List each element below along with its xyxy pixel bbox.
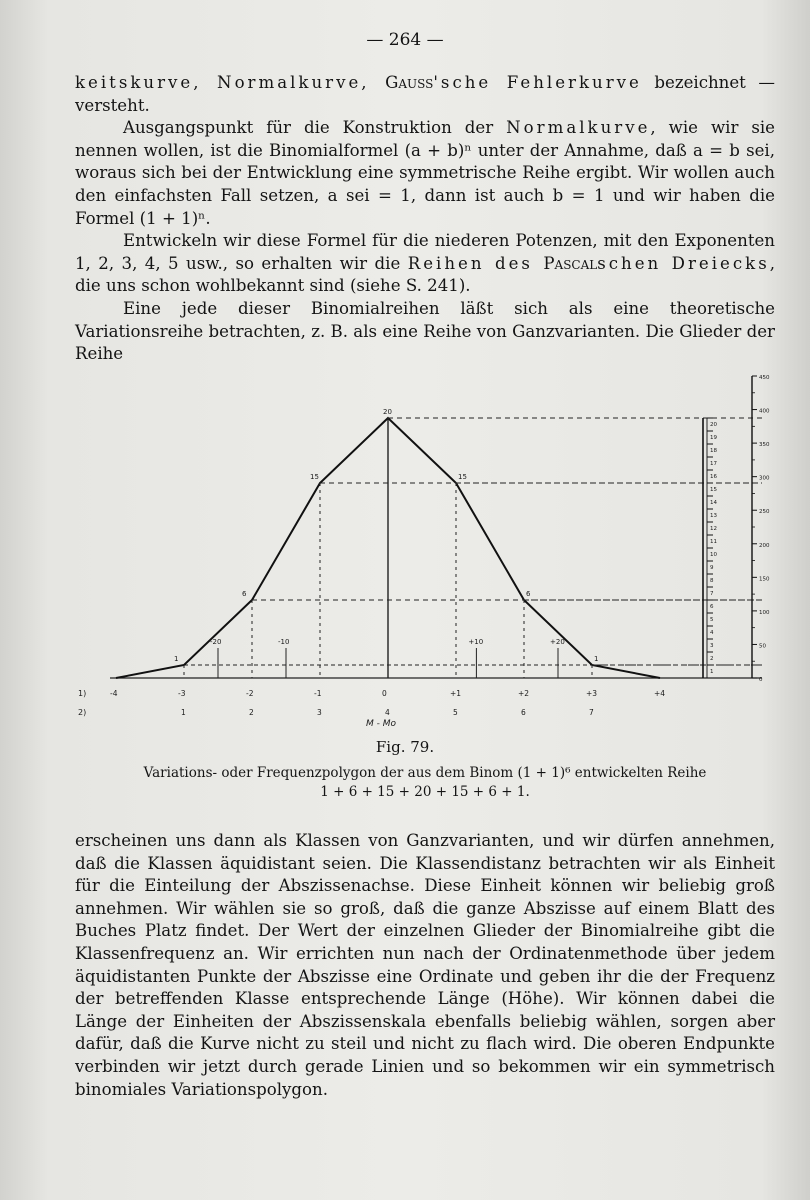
frequency-scale-label: 19 <box>710 435 717 441</box>
text-run: , die uns schon wohlbekannt sind (siehe S. 241). <box>75 253 775 296</box>
figure-description-line1: Variations- oder Frequenzpolygon der aus dem Binom (1 + 1)⁶ entwickelten Reihe <box>143 765 707 781</box>
deviation-label: +10 <box>468 638 484 646</box>
frequency-scale-label: 18 <box>710 448 717 454</box>
right-scale-label: 150 <box>759 576 770 583</box>
figure-caption: Fig. 79. <box>375 738 435 756</box>
paragraph <box>75 230 775 298</box>
x-tick-label: -2 <box>246 689 254 698</box>
frequency-scale-label: 15 <box>710 487 717 493</box>
frequency-scale-label: 3 <box>710 643 714 649</box>
frequency-scale-label: 5 <box>710 617 714 623</box>
right-scale-label: 250 <box>759 509 770 516</box>
x-index-label: 1 <box>181 708 186 717</box>
paragraph <box>75 117 775 230</box>
frequency-scale-label: 4 <box>710 630 714 636</box>
x-index-label: 3 <box>317 708 322 717</box>
figure-description <box>75 764 775 802</box>
text-run: 'sche Fehlerkurve <box>433 73 642 92</box>
x-axis-label: M - Mo <box>366 719 397 729</box>
text-run: Eine jede dieser Binomialreihen läßt sich als eine theoretische Variationsreihe betrachten, z. B. als eine Reihe von Ganzvarianten. Die Glieder der Reihe <box>75 298 775 364</box>
text-run: , wie wir sie nennen wollen, ist die Binomialformel (a + b)ⁿ unter der Annahme, daß a = b sei, woraus sich bei der Entwicklung eine symmetrische Reihe ergibt. Wir wollen auch den einfachsten Fall setzen, a sei = 1, dann ist auch b = 1 und wir haben die Formel (1 + 1)ⁿ. <box>75 118 775 228</box>
frequency-scale-label: 17 <box>710 461 717 467</box>
x-tick-label: +3 <box>586 689 598 698</box>
text-run: Gauss <box>385 73 434 92</box>
point-label: 15 <box>458 473 467 481</box>
text-run: schen Dreiecks <box>597 253 770 273</box>
frequency-scale-label: 13 <box>710 513 717 519</box>
frequency-polygon-chart <box>70 360 790 740</box>
x-index-label: 5 <box>453 708 458 717</box>
deviation-label: +20 <box>550 638 565 646</box>
deviation-label: -10 <box>278 638 290 646</box>
x-index-label: 2 <box>249 708 254 717</box>
right-scale-label: 50 <box>759 643 766 650</box>
right-scale-label: 450 <box>759 375 770 381</box>
paragraph <box>75 72 775 117</box>
paragraph <box>75 298 775 366</box>
point-label: 1 <box>594 655 599 663</box>
frequency-scale-label: 2 <box>710 656 714 662</box>
right-scale-label: 350 <box>759 442 770 449</box>
right-scale-label: 400 <box>759 408 770 415</box>
figure-79 <box>70 360 790 740</box>
x-tick-label: 0 <box>382 689 387 698</box>
frequency-scale-label: 1 <box>710 669 714 675</box>
x-tick-label: +4 <box>654 689 666 698</box>
x-tick-label: -4 <box>110 689 118 698</box>
text-block-bottom <box>75 830 775 1101</box>
x-tick-label: +1 <box>450 689 462 698</box>
right-scale-label: 300 <box>759 475 770 482</box>
point-label: 6 <box>526 590 531 598</box>
frequency-scale-label: 9 <box>710 565 714 571</box>
right-scale-label: 100 <box>759 609 770 616</box>
frequency-scale-label: 11 <box>710 539 717 545</box>
text-run: erscheinen uns dann als Klassen von Ganzvarianten, und wir dürfen annehmen, daß die Klassen äquidistant seien. Die Klassendistanz betrachten wir als Einheit für die Einteilung der Abszissenachse. Diese Einheit können wir beliebig groß annehmen. Wir wählen sie so groß, daß die ganze Abszisse auf einem Blatt des Buches Platz findet. Der Wert der einzelnen Glieder der Binomialreihe gibt die Klassenfrequenz an. Wir errichten nun nach der Ordinatenmethode über jedem äquidistanten Punkte der Abszisse eine Ordinate und geben ihr die der Frequenz der betreffenden Klasse entsprechende Länge (Höhe). Wir können dabei die Länge der Einheiten der Abszissenskala ebenfalls beliebig wählen, sorgen aber dafür, daß die Kurve nicht zu steil und nicht zu flach wird. Die oberen Endpunkte verbinden wir jetzt durch gerade Linien und so bekommen wir ein symmetrisch binomiales Variationspolygon. <box>75 831 775 1099</box>
text-block-top <box>75 72 775 366</box>
point-label: 20 <box>383 408 392 416</box>
text-run: bezeichnet — versteht. <box>75 73 775 115</box>
x-index-label: 6 <box>521 708 526 717</box>
frequency-scale-label: 12 <box>710 526 717 532</box>
x-index-label: 4 <box>385 708 390 717</box>
frequency-scale-label: 6 <box>710 604 714 610</box>
deviation-label: -20 <box>210 638 222 646</box>
frequency-scale-label: 20 <box>710 422 717 428</box>
text-run: Entwickeln wir diese Formel für die niederen Potenzen, mit den Exponenten 1, 2, 3, 4, 5 usw., so erhalten wir die <box>75 231 775 273</box>
frequency-scale-label: 14 <box>710 500 717 506</box>
text-run: Pascal <box>543 253 598 273</box>
page-number: — 264 — <box>366 30 444 50</box>
right-scale-label: 200 <box>759 542 770 549</box>
x-index-label: 7 <box>589 708 594 717</box>
point-label: 6 <box>242 590 247 598</box>
frequency-scale-label: 16 <box>710 474 717 480</box>
text-run: keitskurve, Normalkurve, <box>75 73 386 92</box>
row-label: 2) <box>78 708 87 717</box>
frequency-scale-label: 8 <box>710 578 714 584</box>
row-label: 1) <box>78 689 87 698</box>
point-label: 1 <box>174 655 179 663</box>
point-label: 15 <box>310 473 319 481</box>
paragraph <box>75 830 775 1101</box>
frequency-scale-label: 10 <box>710 552 717 558</box>
x-tick-label: -3 <box>178 689 186 698</box>
frequency-scale-label: 7 <box>710 591 714 597</box>
right-scale-label: 0 <box>759 677 763 683</box>
text-run: Reihen des <box>407 253 544 273</box>
x-tick-label: -1 <box>314 689 322 698</box>
text-run: Ausgangspunkt für die Konstruktion der <box>123 118 507 138</box>
text-run: Normalkurve <box>506 118 651 138</box>
figure-description-line2: 1 + 6 + 15 + 20 + 15 + 6 + 1. <box>320 784 530 800</box>
x-tick-label: +2 <box>518 689 530 698</box>
